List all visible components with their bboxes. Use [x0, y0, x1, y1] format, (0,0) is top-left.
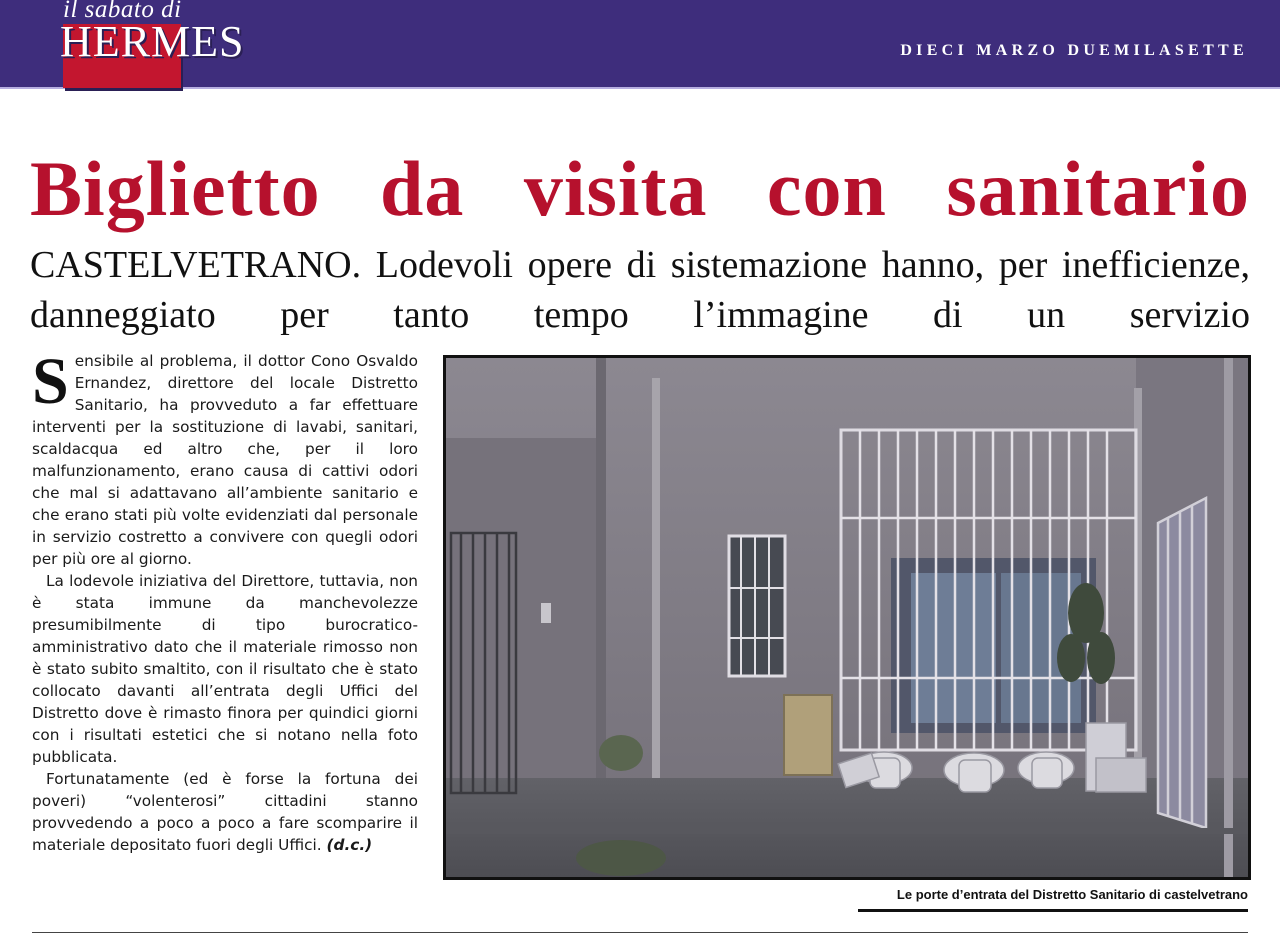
- article-paragraph: [32, 768, 418, 856]
- article-subhead: CASTELVETRANO. Lodevoli opere di sistemazione hanno, per inefficienze, danneggiato per tanto tempo l’immagine di un servizio: [30, 244, 1250, 336]
- byline: (d.c.): [326, 836, 373, 854]
- drop-cap: S: [32, 345, 69, 418]
- right-gate: [1158, 498, 1206, 828]
- article-paragraph: La lodevole iniziativa del Direttore, tuttavia, non è stata immune da manchevolezze presumibilmente di tipo burocratico-amministrativo dato che il materiale rimosso non è stato subito smaltito, con il risultato che è stato collocato davanti all’entrata degli Uffici del Distretto dove è rimasto finora per quindici giorni con i risultati estetici che si notano nella foto pubblicata.: [32, 572, 418, 766]
- logo-script-title: il sabato di: [63, 0, 182, 23]
- issue-date: DIECI MARZO DUEMILASETTE: [900, 42, 1248, 59]
- caption-rule: [858, 909, 1248, 912]
- article-paragraph: [32, 345, 418, 570]
- photo-caption: Le porte d’entrata del Distretto Sanitario di castelvetrano: [896, 887, 1248, 902]
- article-headline: Biglietto da visita con sanitario: [30, 145, 1250, 232]
- logo-title: HERMES: [60, 17, 245, 66]
- photo-illustration: [446, 358, 1248, 877]
- article-body: [32, 345, 418, 856]
- paragraph-text: Fortunatamente (ed è forse la fortuna dei poveri) “volenterosi” cittadini stanno provvedendo a poco a poco a fare scomparire il materiale depositato fuori degli Uffici.: [32, 770, 418, 854]
- bottom-rule: [32, 932, 1248, 933]
- masthead-bar: [0, 0, 1280, 89]
- article-photo: [443, 355, 1251, 880]
- paragraph-text: ensibile al problema, il dottor Cono Osvaldo Ernandez, direttore del locale Distretto Sanitario, ha provveduto a far effettuare interventi per la sostituzione di lavabi, sanitari, scaldacqua ed altro che, per il loro malfunzionamento, erano causa di cattivi odori che mal si adattavano all’ambiente sanitario e che erano stati più volte evidenziati dal personale in servizio costretto a convivere con quegli odori per più ore al giorno.: [32, 352, 418, 568]
